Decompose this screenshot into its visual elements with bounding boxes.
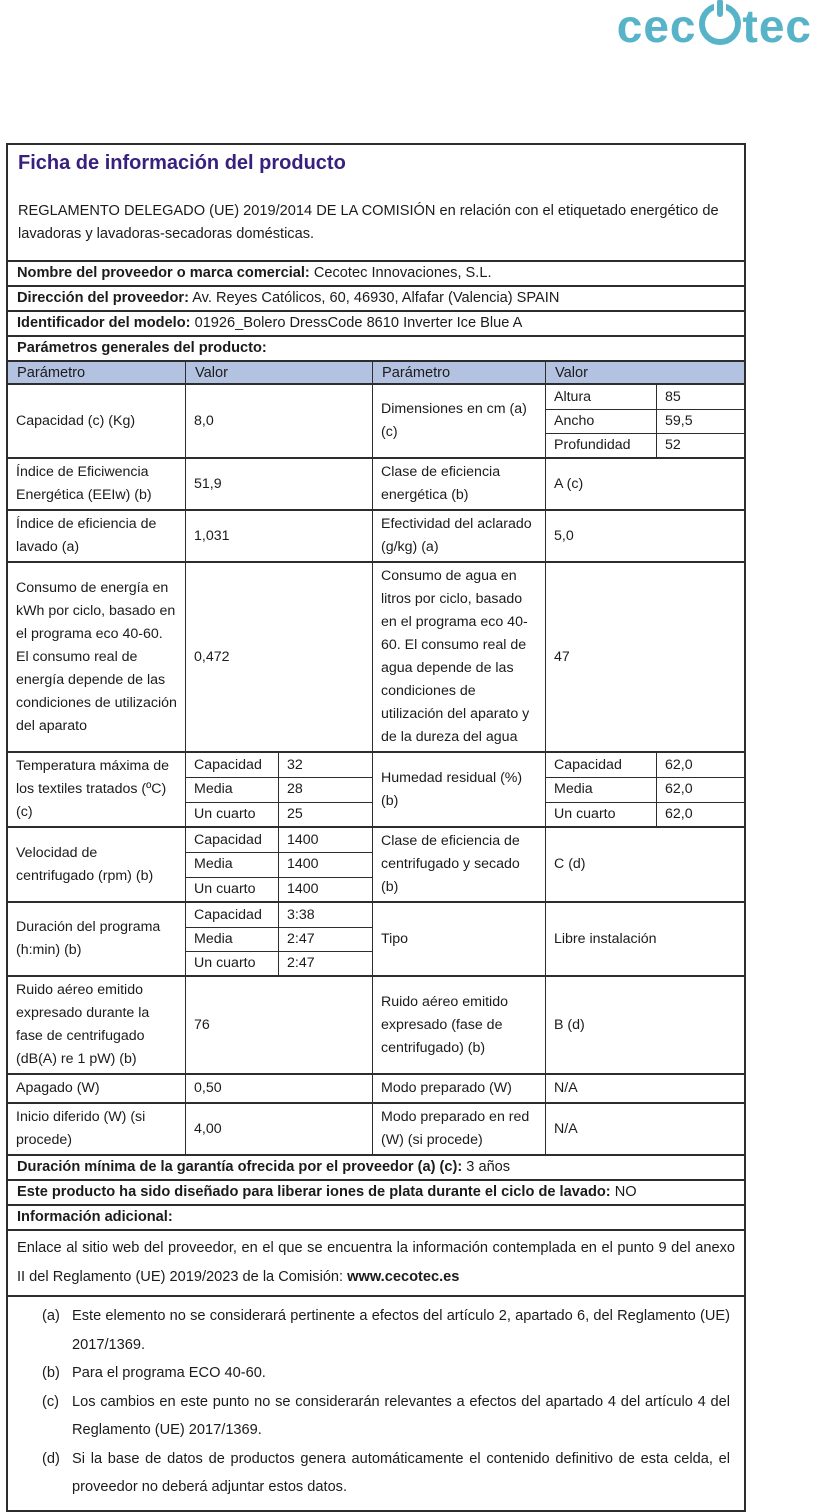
param-cell: Ruido aéreo emitido expresado (fase de centrifugado) (b) bbox=[372, 977, 545, 1073]
param-cell: Ruido aéreo emitido expresado durante la fase de centrifugado (dB(A) re 1 pW) (b) bbox=[16, 982, 150, 1067]
humedad-subtable bbox=[545, 753, 744, 826]
subrow: Profundidad 52 bbox=[546, 433, 744, 457]
value-cell: 0,50 bbox=[185, 1075, 372, 1102]
subrow: Media 2:47 bbox=[186, 927, 372, 951]
param-cell: Apagado (W) bbox=[16, 1080, 100, 1096]
footnote-b: (b) Para el programa ECO 40-60. bbox=[42, 1365, 266, 1381]
model-id-value: 01926_Bolero DressCode 8610 Inverter Ice Blue A bbox=[194, 315, 523, 331]
general-parameters-heading: Parámetros generales del producto: bbox=[8, 335, 744, 360]
param-cell: Dimensiones en cm (a) (c) bbox=[372, 385, 545, 457]
value-cell: B (d) bbox=[545, 977, 744, 1073]
subrow: Capacidad 1400 bbox=[186, 828, 372, 852]
table-row-lavado bbox=[8, 509, 744, 561]
table-header-row bbox=[8, 360, 744, 383]
param-cell: Consumo de energía en kWh por ciclo, basado en el programa eco 40-60. El consumo real de energía depende de las condiciones de utilización del aparato bbox=[16, 579, 177, 734]
header-valor-2: Valor bbox=[545, 362, 744, 383]
param-cell: Inicio diferido (W) (si procede) bbox=[16, 1109, 146, 1148]
warranty-value: 3 años bbox=[466, 1159, 511, 1175]
subrow: Altura 85 bbox=[546, 385, 744, 409]
subrow: Un cuarto 2:47 bbox=[186, 951, 372, 975]
additional-info-heading: Información adicional: bbox=[8, 1204, 744, 1229]
value-cell: C (d) bbox=[545, 828, 744, 901]
subrow: Capacidad 32 bbox=[186, 753, 372, 777]
supplier-name-value: Cecotec Innovaciones, S.L. bbox=[313, 265, 492, 281]
value-cell: 51,9 bbox=[185, 459, 372, 509]
supplier-name-label: Nombre del proveedor o marca comercial: bbox=[17, 265, 310, 281]
subrow: Un cuarto 25 bbox=[186, 802, 372, 826]
subrow: Un cuarto 1400 bbox=[186, 877, 372, 901]
footnotes-box bbox=[8, 1295, 744, 1510]
velocidad-subtable bbox=[185, 828, 372, 901]
value-cell: 0,472 bbox=[185, 563, 372, 751]
logo-text-right: tec bbox=[742, 0, 812, 52]
value-cell: 8,0 bbox=[185, 385, 372, 457]
warranty-row bbox=[8, 1154, 744, 1179]
table-row-consumo bbox=[8, 561, 744, 751]
subrow: Ancho 59,5 bbox=[546, 409, 744, 433]
power-icon-bar bbox=[717, 0, 723, 17]
param-cell: Modo preparado (W) bbox=[372, 1075, 545, 1102]
param-cell: Consumo de agua en litros por ciclo, basado en el programa eco 40-60. El consumo real de agua depende de las condiciones de utilización del aparato y de la dureza del agua bbox=[372, 563, 545, 751]
product-fiche bbox=[6, 143, 746, 1512]
duracion-subtable bbox=[185, 903, 372, 975]
param-cell: Duración del programa (h:min) (b) bbox=[16, 919, 161, 958]
value-cell: 1,031 bbox=[185, 511, 372, 561]
logo-text-left: cec bbox=[616, 0, 697, 52]
model-id-label: Identificador del modelo: bbox=[17, 315, 191, 331]
silver-ions-value: NO bbox=[614, 1184, 637, 1200]
value-cell: N/A bbox=[545, 1075, 744, 1102]
subrow: Media 62,0 bbox=[546, 777, 744, 801]
supplier-link-text: Enlace al sitio web del proveedor, en el que se encuentra la información contemplada en el punto 9 del anexo II del Reglamento (UE) 2019/2023 de la Comisión: bbox=[17, 1240, 735, 1285]
value-cell: 5,0 bbox=[545, 511, 744, 561]
param-cell: Capacidad (c) (Kg) bbox=[16, 412, 136, 429]
subrow: Un cuarto 62,0 bbox=[546, 802, 744, 826]
param-cell: Índice de Eficiwencia Energética (EEIw) (b) bbox=[16, 464, 152, 503]
value-cell: A (c) bbox=[545, 459, 744, 509]
param-cell: Humedad residual (%) (b) bbox=[372, 753, 545, 826]
supplier-address-row bbox=[8, 285, 744, 310]
footnote-d: (d) Si la base de datos de productos genera automáticamente el contenido definitivo de esta celda, el proveedor no deberá adjuntar estos datos. bbox=[42, 1450, 730, 1495]
table-row-ruido bbox=[8, 975, 744, 1073]
table-row-duracion bbox=[8, 901, 744, 975]
power-button-icon bbox=[699, 3, 741, 45]
subrow: Media 1400 bbox=[186, 852, 372, 876]
supplier-address-label: Dirección del proveedor: bbox=[17, 290, 189, 306]
supplier-name-row bbox=[8, 260, 744, 285]
param-cell: Efectividad del aclarado (g/kg) (a) bbox=[372, 511, 545, 561]
supplier-link-row bbox=[8, 1229, 744, 1295]
temperatura-subtable bbox=[185, 753, 372, 826]
value-cell: N/A bbox=[545, 1104, 744, 1154]
param-cell: Temperatura máxima de los textiles tratados (ºC) (c) bbox=[16, 758, 169, 820]
subrow: Capacidad 3:38 bbox=[186, 903, 372, 927]
table-row-inicio-diferido bbox=[8, 1102, 744, 1154]
silver-ions-row bbox=[8, 1179, 744, 1204]
dimensions-subtable bbox=[545, 385, 744, 457]
value-cell: 76 bbox=[185, 977, 372, 1073]
value-cell: 47 bbox=[545, 563, 744, 751]
param-cell: Modo preparado en red (W) (si procede) bbox=[372, 1104, 545, 1154]
header-parametro-2: Parámetro bbox=[372, 362, 545, 383]
page-title: Ficha de información del producto bbox=[18, 152, 346, 174]
regulation-text: REGLAMENTO DELEGADO (UE) 2019/2014 DE LA COMISIÓN en relación con el etiquetado energético de lavadoras y lavadoras-secadoras domésticas. bbox=[18, 203, 719, 242]
param-cell: Velocidad de centrifugado (rpm) (b) bbox=[16, 844, 154, 884]
value-cell: 4,00 bbox=[185, 1104, 372, 1154]
footnote-a: (a) Este elemento no se considerará pertinente a efectos del artículo 2, apartado 6, del Reglamento (UE) 2017/1369. bbox=[42, 1308, 730, 1353]
table-row-apagado bbox=[8, 1073, 744, 1102]
warranty-label: Duración mínima de la garantía ofrecida por el proveedor (a) (c): bbox=[17, 1159, 463, 1175]
table-row-temperatura bbox=[8, 751, 744, 826]
subrow: Capacidad 62,0 bbox=[546, 753, 744, 777]
supplier-link-url: www.cecotec.es bbox=[347, 1269, 460, 1285]
cecotec-logo bbox=[617, 0, 812, 52]
table-row-velocidad bbox=[8, 826, 744, 901]
header-parametro-1: Parámetro bbox=[17, 364, 86, 381]
table-row-eeiw bbox=[8, 457, 744, 509]
param-cell: Clase de eficiencia energética (b) bbox=[372, 459, 545, 509]
value-cell: Libre instalación bbox=[545, 903, 744, 975]
subrow: Media 28 bbox=[186, 777, 372, 801]
table-row-capacidad bbox=[8, 383, 744, 457]
header-valor-1: Valor bbox=[185, 362, 372, 383]
silver-ions-label: Este producto ha sido diseñado para liberar iones de plata durante el ciclo de lavado: bbox=[17, 1184, 611, 1200]
title-block bbox=[8, 145, 744, 260]
param-cell: Índice de eficiencia de lavado (a) bbox=[16, 516, 157, 555]
param-cell: Clase de eficiencia de centrifugado y secado (b) bbox=[372, 828, 545, 901]
model-id-row bbox=[8, 310, 744, 335]
footnote-c: (c) Los cambios en este punto no se considerarán relevantes a efectos del apartado 4 del artículo 4 del Reglamento (UE) 2017/1369. bbox=[42, 1393, 730, 1438]
param-cell: Tipo bbox=[372, 903, 545, 975]
supplier-address-value: Av. Reyes Católicos, 60, 46930, Alfafar (Valencia) SPAIN bbox=[192, 290, 560, 306]
